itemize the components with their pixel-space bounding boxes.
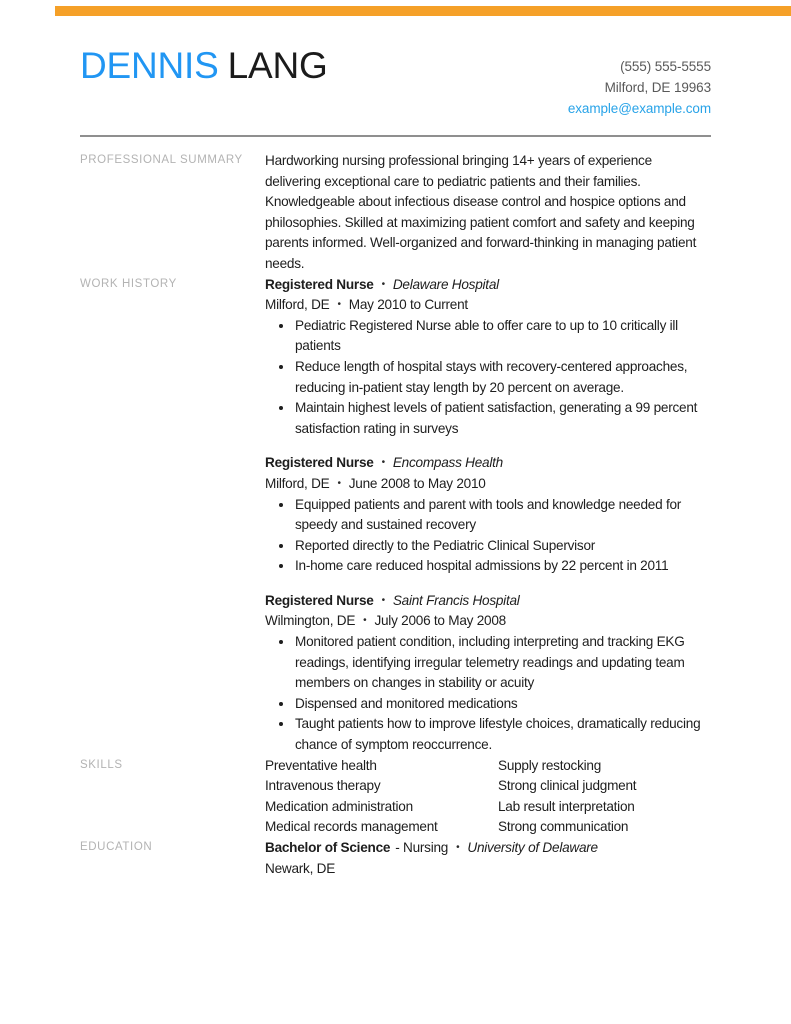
address-text: Milford, DE 19963 bbox=[604, 80, 711, 95]
skill-item: Strong communication bbox=[498, 819, 629, 835]
company-name: Encompass Health bbox=[392, 455, 503, 471]
job-entry bbox=[265, 591, 711, 756]
job-location: Milford, DE bbox=[265, 297, 330, 313]
job-subheader bbox=[265, 611, 711, 632]
email-link[interactable]: example@example.com bbox=[567, 101, 711, 116]
job-subheader bbox=[265, 474, 711, 495]
dot-separator-icon: • bbox=[456, 842, 460, 853]
skill-item: Strong clinical judgment bbox=[498, 778, 637, 794]
job-title: Registered Nurse bbox=[265, 592, 374, 608]
bullet-item: • Reduce length of hospital stays with recovery-centered approaches, reducing in-patient stay length by 20 percent on average. bbox=[294, 357, 711, 398]
contact-block bbox=[568, 56, 711, 119]
company-name: Delaware Hospital bbox=[392, 276, 499, 292]
skill-item: Lab result interpretation bbox=[498, 798, 635, 814]
header-divider bbox=[80, 135, 711, 137]
section-skills bbox=[80, 756, 711, 838]
dot-separator-icon: • bbox=[381, 457, 385, 469]
section-label-education: EDUCATION bbox=[80, 841, 153, 853]
bullet-item: • Reported directly to the Pediatric Clinical Supervisor bbox=[294, 536, 711, 557]
skill-item: Medical records management bbox=[265, 819, 438, 835]
summary-text: Hardworking nursing professional bringing 14+ years of experience delivering exceptional care to pediatric patients and their families. Knowledgeable about infectious disease control and hospice options and philosophies. Skilled at maximizing patient comfort and safety and keeping parents informed. Well-organized and forward-thinking in managing patient needs. bbox=[265, 153, 697, 271]
job-location: Milford, DE bbox=[265, 475, 330, 491]
section-label-summary: PROFESSIONAL SUMMARY bbox=[80, 154, 243, 166]
dot-separator-icon: • bbox=[363, 615, 367, 627]
skills-column-right bbox=[498, 756, 711, 838]
skills-column-left bbox=[265, 756, 498, 838]
last-name-text: LANG bbox=[227, 45, 328, 86]
job-header bbox=[265, 453, 711, 474]
bullet-list bbox=[265, 316, 711, 440]
top-accent-bar bbox=[55, 6, 791, 16]
bullet-item: • Maintain highest levels of patient satisfaction, generating a 99 percent satisfaction rating in surveys bbox=[294, 398, 711, 439]
company-name: Saint Francis Hospital bbox=[392, 592, 520, 608]
skill-item: Preventative health bbox=[265, 757, 377, 773]
job-dates: June 2008 to May 2010 bbox=[348, 475, 486, 491]
dot-separator-icon: • bbox=[337, 299, 341, 311]
section-label-skills: SKILLS bbox=[80, 758, 123, 771]
bullet-item: • In-home care reduced hospital admissions by 22 percent in 2011 bbox=[294, 556, 711, 577]
school-name: University of Delaware bbox=[467, 840, 598, 855]
degree-name: Bachelor of Science bbox=[265, 840, 391, 855]
job-entry bbox=[265, 275, 711, 440]
page-header bbox=[80, 44, 711, 119]
bullet-list bbox=[265, 495, 711, 577]
section-professional-summary bbox=[80, 151, 711, 275]
education-content bbox=[265, 838, 711, 879]
skill-item: Supply restocking bbox=[498, 757, 602, 773]
job-dates: May 2010 to Current bbox=[348, 297, 468, 313]
job-header bbox=[265, 591, 711, 612]
resume-body bbox=[80, 151, 711, 879]
job-entry bbox=[265, 453, 711, 577]
work-history-content bbox=[265, 275, 711, 756]
job-title: Registered Nurse bbox=[265, 455, 374, 471]
dot-separator-icon: • bbox=[337, 477, 341, 489]
first-name-text: DENNIS bbox=[80, 45, 219, 86]
section-education bbox=[80, 838, 711, 879]
education-location: Newark, DE bbox=[265, 860, 336, 876]
skill-item: Intravenous therapy bbox=[265, 778, 381, 794]
bullet-item: • Equipped patients and parent with tools and knowledge needed for speedy and sustained recovery bbox=[294, 495, 711, 536]
phone-text: (555) 555-5555 bbox=[620, 59, 711, 74]
education-header bbox=[265, 838, 711, 859]
job-dates: July 2006 to May 2008 bbox=[374, 613, 506, 629]
job-location: Wilmington, DE bbox=[265, 613, 356, 629]
bullet-item: • Dispensed and monitored medications bbox=[294, 694, 711, 715]
job-header bbox=[265, 275, 711, 296]
bullet-list bbox=[265, 632, 711, 756]
bullet-item: • Taught patients how to improve lifestyle choices, dramatically reducing chance of symptom reoccurrence. bbox=[294, 714, 711, 755]
degree-field: - Nursing bbox=[395, 840, 449, 855]
bullet-item: • Pediatric Registered Nurse able to offer care to up to 10 critically ill patients bbox=[294, 316, 711, 357]
dot-separator-icon: • bbox=[381, 278, 385, 290]
section-label-work: WORK HISTORY bbox=[80, 277, 177, 290]
job-title: Registered Nurse bbox=[265, 276, 374, 292]
dot-separator-icon: • bbox=[381, 594, 385, 606]
skills-content bbox=[265, 756, 711, 838]
candidate-name bbox=[80, 44, 328, 88]
section-work-history bbox=[80, 275, 711, 756]
bullet-item: • Monitored patient condition, including interpreting and tracking EKG readings, identifying irregular telemetry readings and updating team members on changes in stability or acuity bbox=[294, 632, 711, 694]
skill-item: Medication administration bbox=[265, 798, 413, 814]
job-subheader bbox=[265, 295, 711, 316]
